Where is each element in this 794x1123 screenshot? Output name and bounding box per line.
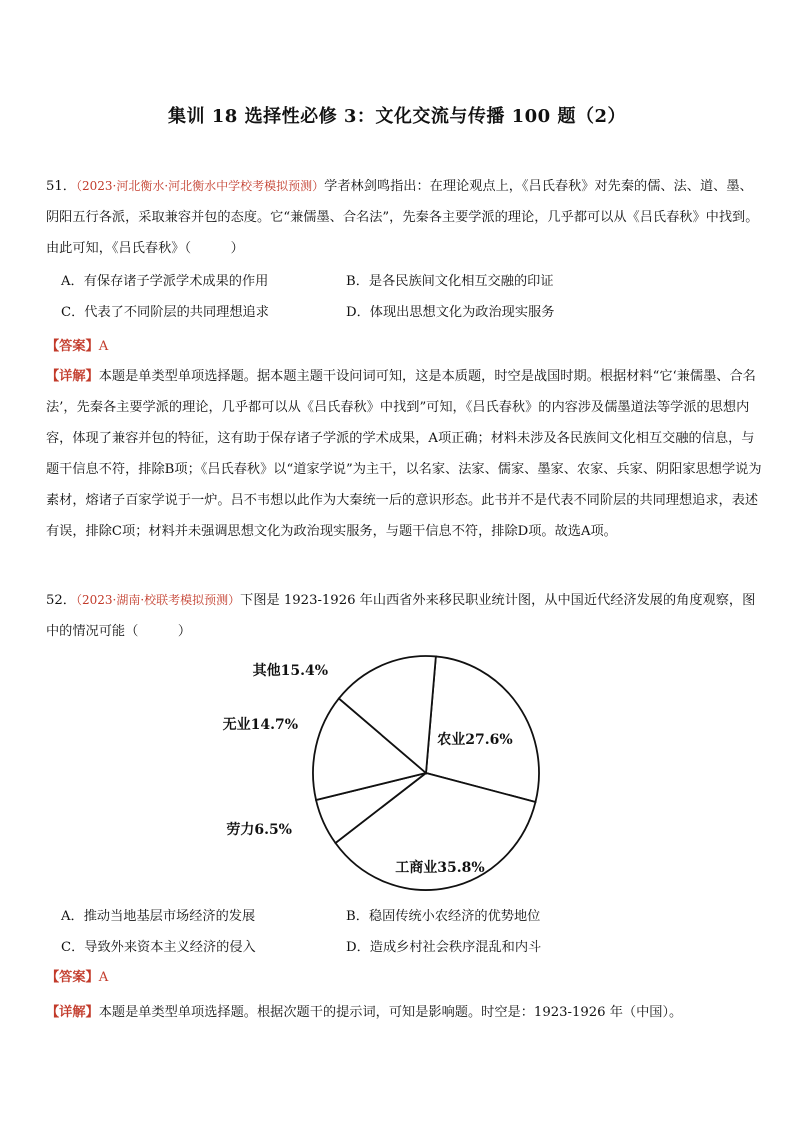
detail-tag: 【详解】 — [46, 1005, 99, 1020]
option-d[interactable]: D．造成乡村社会秩序混乱和内斗 — [346, 940, 542, 955]
answer-value: A — [98, 339, 109, 354]
pie-slice-label: 其他15.4% — [252, 663, 328, 679]
question-52-detail — [46, 997, 764, 1028]
question-52-answer — [46, 966, 108, 985]
pie-slice-label: 无业14.7% — [222, 717, 298, 733]
answer-value: A — [98, 970, 109, 985]
option-a[interactable]: A．有保存诸子学派学术成果的作用 — [61, 274, 269, 289]
option-a[interactable]: A．推动当地基层市场经济的发展 — [61, 909, 256, 924]
question-source: （2023·湖南·校联考模拟预测） — [75, 593, 241, 607]
question-number: 52． — [46, 593, 76, 608]
option-d[interactable]: D．体现出思想文化为政治现实服务 — [346, 305, 555, 320]
page-title: 集训 18 选择性必修 3：文化交流与传播 100 题（2） — [167, 106, 626, 127]
detail-text: 本题是单类型单项选择题。根据次题干的提示词，可知是影响题。时空是：1923-1926 年（中国）。 — [98, 1005, 683, 1020]
option-b[interactable]: B．稳固传统小农经济的优势地位 — [346, 909, 541, 924]
question-stem-text: 学者林剑鸣指出：在理论观点上，《吕氏春秋》对先秦的儒、法、道、墨、阴阳五行各派，采取兼容并包的态度。它“兼儒墨、合名法”，先秦各主要学派的理论，几乎都可以从《吕氏春秋》中找到。由此可知，《吕氏春秋》（ ） — [46, 179, 759, 256]
option-c[interactable]: C．导致外来资本主义经济的侵入 — [61, 940, 256, 955]
pie-slice-label: 农业27.6% — [437, 732, 513, 748]
detail-tag: 【详解】 — [46, 369, 99, 384]
pie-slice-label: 劳力6.5% — [226, 822, 292, 838]
answer-tag: 【答案】 — [46, 339, 99, 354]
question-source: （2023·河北衡水·河北衡水中学校考模拟预测） — [75, 179, 325, 193]
detail-text: 本题是单类型单项选择题。据本题主题干设问词可知，这是本质题，时空是战国时期。根据材料“它‘兼儒墨、合名法’，先秦各主要学派的理论，几乎都可以从《吕氏春秋》中找到”可知，《吕氏春秋》的内容涉及儒墨道法等学派的思想内容，体现了兼容并包的特征，这有助于保存诸子学派的学术成果，A项正确；材料未涉及各民族间文化相互交融的信息，与题干信息不符，排除B项；《吕氏春秋》以“道家学说”为主干，以名家、法家、儒家、墨家、农家、兵家、阴阳家思想学说为素材，熔诸子百家学说于一炉。吕不韦想以此作为大秦统一后的意识形态。此书并不是代表不同阶层的共同理想追求，表述有误，排除C项；材料并未强调思想文化为政治现实服务，与题干信息不符，排除D项。故选A项。 — [46, 369, 762, 539]
question-number: 51． — [46, 179, 76, 194]
question-stem-text: 下图是 1923-1926 年山西省外来移民职业统计图，从中国近代经济发展的角度观察，图中的情况可能（ ） — [46, 593, 756, 639]
answer-tag: 【答案】 — [46, 970, 99, 985]
question-52-options — [61, 901, 761, 963]
option-b[interactable]: B．是各民族间文化相互交融的印证 — [346, 274, 554, 289]
option-c[interactable]: C．代表了不同阶层的共同理想追求 — [61, 305, 269, 320]
pie-slice-label: 工商业35.8% — [395, 860, 485, 876]
